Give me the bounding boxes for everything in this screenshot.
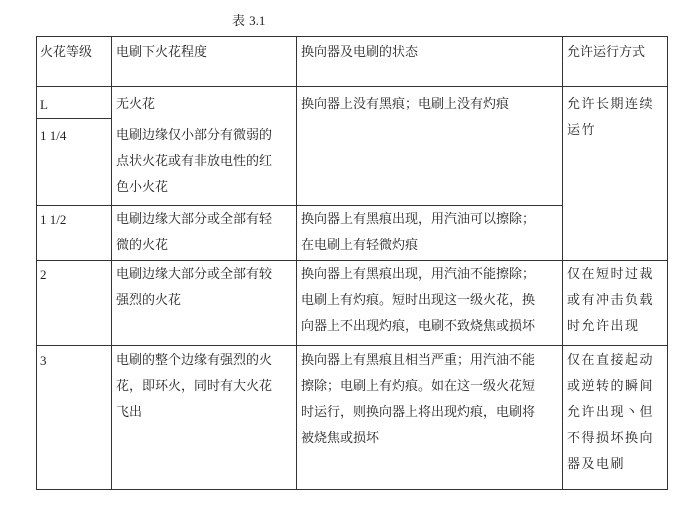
allowed-cell: 仅在短时过裁 或有冲击负载 时允许出现: [567, 267, 655, 334]
row-separator: [36, 118, 111, 119]
table-bottom-border: [36, 489, 668, 490]
state-cell: 换向器上有黑痕出现，用汽油不能擦除； 电刷上有灼痕。短时出现这一级火花，换 向器上不出现灼痕，电刷不致烧焦或损坏: [301, 267, 536, 334]
state-cell: 换向器上没有黑痕；电刷上没有灼痕: [301, 97, 510, 112]
caption-label: 表: [232, 14, 246, 29]
column-divider: [111, 36, 112, 490]
header-allowed: 允许运行方式: [567, 45, 646, 60]
state-cell: 换向器上有黑痕且相当严重；用汽油不能 擦除；电刷上有灼痕。如在这一级火花短 时运行，则换向器上将出现灼痕，电刷将 被烧焦或损坏: [301, 353, 536, 446]
grade-cell: 2: [40, 267, 47, 282]
table-left-border: [36, 36, 37, 490]
table-top-border: [36, 36, 668, 37]
header-state: 换向器及电刷的状态: [301, 45, 419, 60]
allowed-cell: 允许长期连续 运竹: [567, 97, 655, 138]
grade-cell: 1 1/4: [40, 128, 67, 143]
header-grade: 火花等级: [40, 45, 93, 60]
caption-number: 3.1: [249, 13, 266, 28]
spark-cell: 电刷的整个边缘有强烈的火 花，即环火，同时有大火花 飞出: [116, 353, 273, 420]
table-right-border: [667, 36, 668, 490]
spark-cell: 电刷边缘大部分或全部有较 强烈的火花: [116, 267, 273, 308]
state-cell: 换向器上有黑痕出现，用汽油可以擦除； 在电刷上有轻微灼痕: [301, 212, 536, 253]
header-spark: 电刷下火花程度: [116, 45, 208, 60]
spark-cell: 无火花: [116, 97, 156, 112]
row-separator: [36, 260, 668, 261]
grade-cell: 1 1/2: [40, 212, 67, 227]
column-divider: [562, 36, 563, 490]
spark-cell: 电刷边缘大部分或全部有轻 微的火花: [116, 212, 273, 253]
header-bottom-border: [36, 86, 668, 87]
grade-cell: 3: [40, 353, 47, 368]
grade-cell: L: [40, 97, 48, 112]
column-divider: [296, 36, 297, 490]
spark-cell: 电刷边缘仅小部分有微弱的 点状火花或有非放电性的红 色小火花: [116, 128, 273, 195]
row-separator: [36, 205, 563, 206]
row-separator: [36, 345, 668, 346]
allowed-cell: 仅在直接起动 或逆转的瞬间 允许出现丶但 不得损坏换向 器及电刷: [567, 353, 655, 472]
